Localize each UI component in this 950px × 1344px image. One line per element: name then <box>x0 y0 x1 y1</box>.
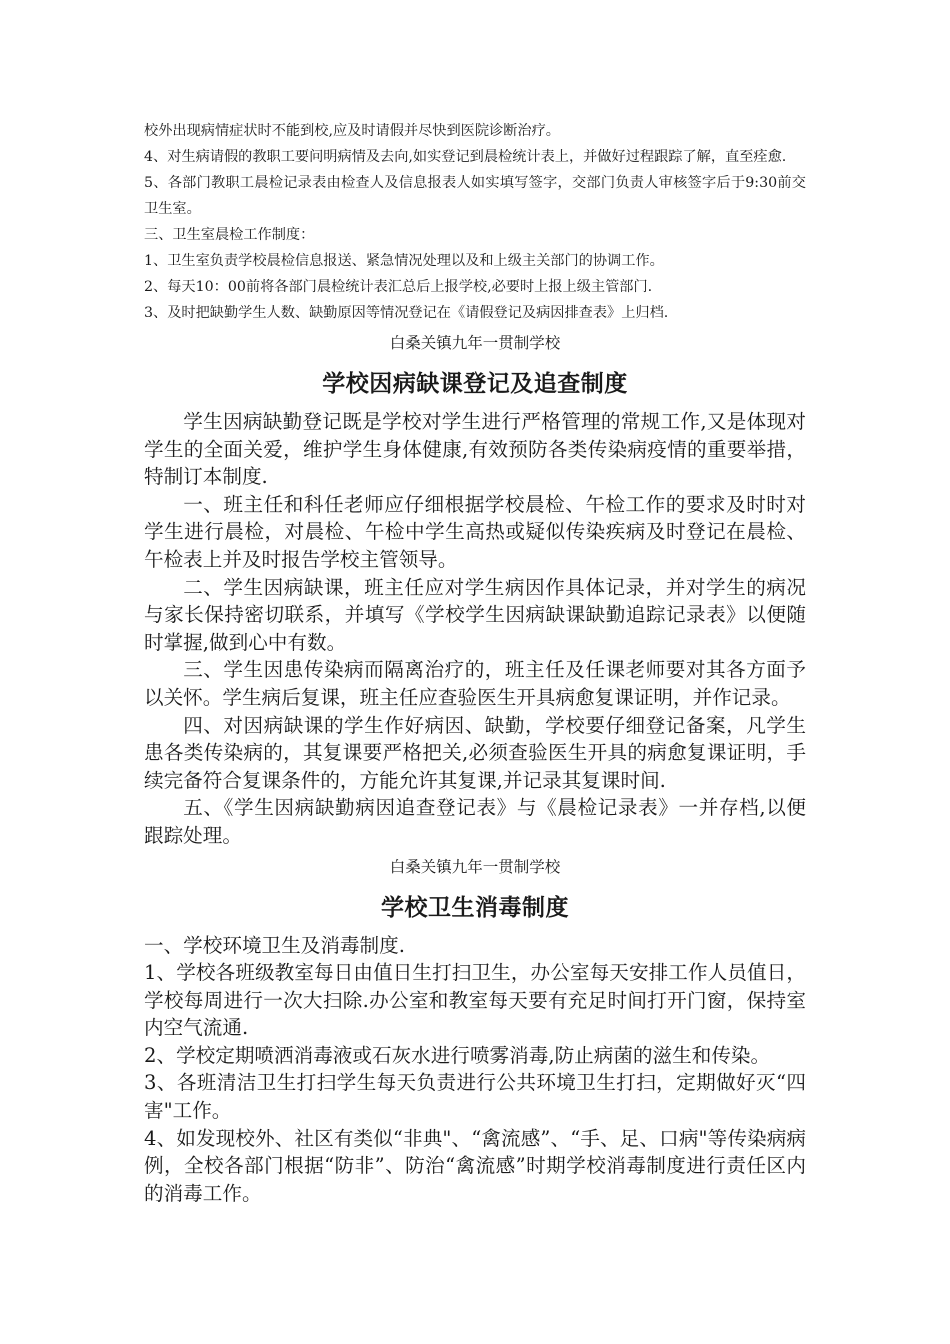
section-heading: 一、学校环境卫生及消毒制度. <box>144 933 405 957</box>
paragraph: 1、学校各班级教室每日由值日生打扫卫生，办公室每天安排工作人员值日，学校每周进行一次大扫除.办公室和教室每天要有充足时间打开门窗，保持室内空气流通. <box>144 961 806 1040</box>
document-title: 学校因病缺课登记及追查制度 <box>322 370 628 397</box>
document-body <box>144 118 806 1207</box>
section-heading: 三、卫生室晨检工作制度： <box>144 227 315 243</box>
document-title: 学校卫生消毒制度 <box>381 893 569 921</box>
paragraph: 3、及时把缺勤学生人数、缺勤原因等情况登记在《请假登记及病因排查表》上归档. <box>144 305 669 321</box>
paragraph: 2、每天10：00前将各部门晨检统计表汇总后上报学校,必要时上报上级主管部门. <box>144 279 653 295</box>
paragraph: 校外出现病情症状时不能到校,应及时请假并尽快到医院诊断治疗。 <box>144 123 560 139</box>
paragraph: 4、如发现校外、社区有类似“非典"、“禽流感”、“手、足、口病"等传染病病例，全校各部门根据“防非”、防治“禽流感”时期学校消毒制度进行责任区内的消毒工作。 <box>144 1126 806 1205</box>
paragraph: 三、学生因患传染病而隔离治疗的，班主任及任课老师要对其各方面予以关怀。学生病后复课，班主任应查验医生开具病愈复课证明，并作记录。 <box>144 658 806 709</box>
paragraph: 一、班主任和科任老师应仔细根据学校晨检、午检工作的要求及时时对学生进行晨检，对晨检、午检中学生高热或疑似传染疾病及时登记在晨检、午检表上并及时报告学校主管领导。 <box>144 492 806 571</box>
paragraph: 五、《学生因病缺勤病因追查登记表》与《晨检记录表》一并存档,以便跟踪处理。 <box>144 796 806 847</box>
school-name: 白桑关镇九年一贯制学校 <box>389 857 561 876</box>
paragraph: 学生因病缺勤登记既是学校对学生进行严格管理的常规工作,又是体现对学生的全面关爱，维护学生身体健康,有效预防各类传染病疫情的重要举措，特制订本制度. <box>144 410 806 489</box>
paragraph: 4、对生病请假的教职工要问明病情及去向,如实登记到晨检统计表上，并做好过程跟踪了解，直至痊愈. <box>144 149 787 165</box>
paragraph: 二、学生因病缺课，班主任应对学生病因作具体记录，并对学生的病况与家长保持密切联系，并填写《学校学生因病缺课缺勤追踪记录表》以便随时掌握,做到心中有数。 <box>144 575 806 654</box>
school-name: 白桑关镇九年一贯制学校 <box>389 334 561 352</box>
paragraph: 2、学校定期喷洒消毒液或石灰水进行喷雾消毒,防止病菌的滋生和传染。 <box>144 1043 771 1067</box>
paragraph: 四、对因病缺课的学生作好病因、缺勤，学校要仔细登记备案，凡学生患各类传染病的，其复课要严格把关,必须查验医生开具的病愈复课证明，手续完备符合复课条件的，方能允许其复课,并记录其复课时间. <box>144 713 806 792</box>
paragraph: 5、各部门教职工晨检记录表由检查人及信息报表人如实填写签字，交部门负责人审核签字后于9:30前交卫生室。 <box>144 175 806 217</box>
paragraph: 1、卫生室负责学校晨检信息报送、紧急情况处理以及和上级主关部门的协调工作。 <box>144 253 664 269</box>
paragraph: 3、各班清洁卫生打扫学生每天负责进行公共环境卫生打扫，定期做好灭“四害"工作。 <box>144 1071 806 1123</box>
